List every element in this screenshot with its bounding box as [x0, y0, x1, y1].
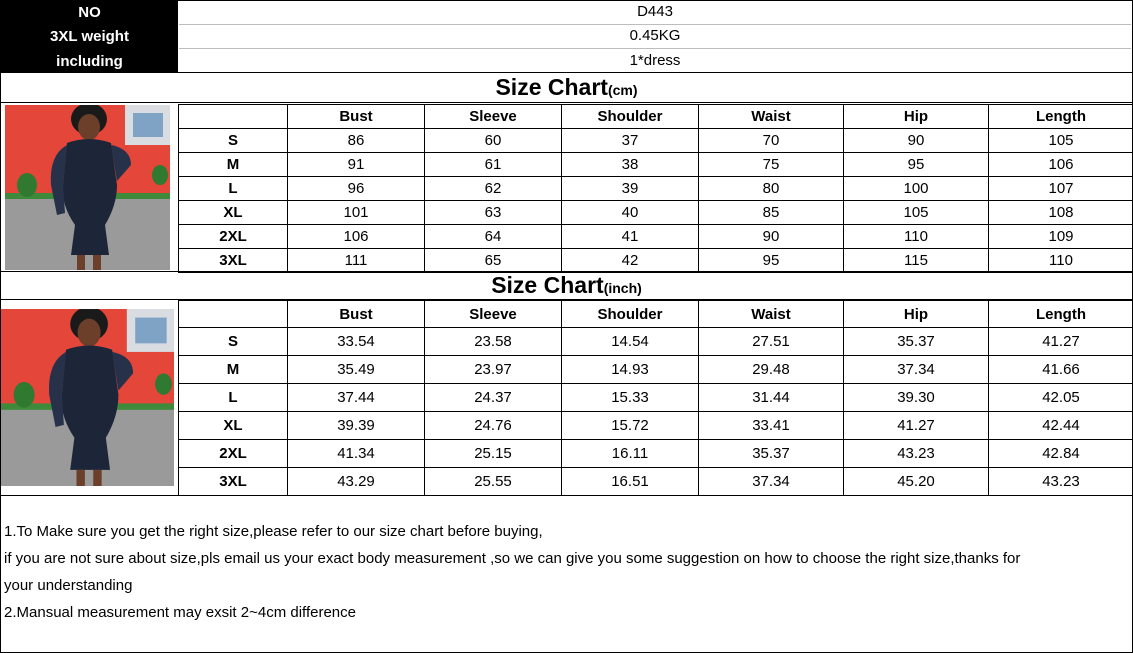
- size-notes: [4, 518, 1124, 626]
- value-cell: 39.30: [844, 384, 989, 412]
- value-cell: 86: [288, 129, 425, 153]
- value-cell: 75: [699, 153, 844, 177]
- header-cell: Hip: [844, 105, 989, 129]
- table-row: [179, 225, 1133, 249]
- header-cell: Sleeve: [425, 301, 562, 328]
- table-row: [179, 384, 1133, 412]
- value-cell: 105: [989, 129, 1133, 153]
- dress-model-photo: [1, 309, 174, 486]
- value-cell: 110: [844, 225, 989, 249]
- value-cell: 43.23: [844, 440, 989, 468]
- size-cell: S: [179, 328, 288, 356]
- value-cell: 25.55: [425, 468, 562, 496]
- table-row: [179, 129, 1133, 153]
- header-label-no: NO: [78, 4, 101, 21]
- inch-chart-title-text: Size Chart: [491, 272, 604, 298]
- header-cell: Bust: [288, 105, 425, 129]
- value-cell: 41.27: [844, 412, 989, 440]
- value-cell: 110: [989, 249, 1133, 273]
- size-cell: 2XL: [179, 440, 288, 468]
- value-cell: 64: [425, 225, 562, 249]
- table-row: [179, 412, 1133, 440]
- size-cell: XL: [179, 412, 288, 440]
- header-cell: Waist: [699, 301, 844, 328]
- value-cell: 41.66: [989, 356, 1133, 384]
- header-value-weight: 0.45KG: [629, 27, 681, 44]
- header-cell: [179, 105, 288, 129]
- size-cell: S: [179, 129, 288, 153]
- cm-chart-title: [0, 74, 1133, 101]
- header-cell: [179, 301, 288, 328]
- table-row: [179, 249, 1133, 273]
- header-cell: Shoulder: [562, 301, 699, 328]
- table-header-row: [179, 105, 1133, 129]
- value-cell: 91: [288, 153, 425, 177]
- value-cell: 70: [699, 129, 844, 153]
- value-cell: 42: [562, 249, 699, 273]
- value-cell: 41.34: [288, 440, 425, 468]
- value-cell: 41.27: [989, 328, 1133, 356]
- value-cell: 111: [288, 249, 425, 273]
- size-cell: M: [179, 153, 288, 177]
- table-row: [179, 440, 1133, 468]
- table-row: [179, 177, 1133, 201]
- note-line: if you are not sure about size,pls email us your exact body measurement ,so we can give you some suggestion on how to choose the right size,thanks for: [4, 550, 1021, 567]
- header-label-including: including: [56, 53, 123, 70]
- value-cell: 62: [425, 177, 562, 201]
- value-cell: 80: [699, 177, 844, 201]
- cm-chart-title-text: Size Chart: [495, 74, 608, 100]
- inch-size-table: [178, 300, 1133, 496]
- value-cell: 25.15: [425, 440, 562, 468]
- value-cell: 16.11: [562, 440, 699, 468]
- value-cell: 39: [562, 177, 699, 201]
- size-cell: 3XL: [179, 249, 288, 273]
- value-cell: 29.48: [699, 356, 844, 384]
- value-cell: 45.20: [844, 468, 989, 496]
- value-cell: 65: [425, 249, 562, 273]
- value-cell: 105: [844, 201, 989, 225]
- header-cell: Shoulder: [562, 105, 699, 129]
- value-cell: 115: [844, 249, 989, 273]
- value-cell: 33.41: [699, 412, 844, 440]
- value-cell: 42.84: [989, 440, 1133, 468]
- dress-model-photo-icon: [5, 105, 170, 270]
- value-cell: 96: [288, 177, 425, 201]
- note-line: 2.Mansual measurement may exsit 2~4cm difference: [4, 604, 356, 621]
- size-cell: M: [179, 356, 288, 384]
- note-line: your understanding: [4, 577, 133, 594]
- value-cell: 24.76: [425, 412, 562, 440]
- divider: [0, 495, 178, 496]
- value-cell: 42.05: [989, 384, 1133, 412]
- value-cell: 39.39: [288, 412, 425, 440]
- table-row: [179, 328, 1133, 356]
- value-cell: 35.37: [699, 440, 844, 468]
- cm-size-table: [178, 104, 1133, 273]
- size-cell: L: [179, 177, 288, 201]
- size-cell: 3XL: [179, 468, 288, 496]
- value-cell: 95: [699, 249, 844, 273]
- value-cell: 37.44: [288, 384, 425, 412]
- value-cell: 37.34: [844, 356, 989, 384]
- value-cell: 43.23: [989, 468, 1133, 496]
- value-cell: 16.51: [562, 468, 699, 496]
- table-row: [179, 356, 1133, 384]
- dress-model-photo: [5, 105, 170, 270]
- value-cell: 31.44: [699, 384, 844, 412]
- inch-chart-unit: (inch): [603, 280, 642, 296]
- value-cell: 23.97: [425, 356, 562, 384]
- size-cell: 2XL: [179, 225, 288, 249]
- value-cell: 42.44: [989, 412, 1133, 440]
- header-cell: Length: [989, 105, 1133, 129]
- size-cell: L: [179, 384, 288, 412]
- value-cell: 15.72: [562, 412, 699, 440]
- table-header-row: [179, 301, 1133, 328]
- value-cell: 37.34: [699, 468, 844, 496]
- value-cell: 63: [425, 201, 562, 225]
- value-cell: 35.37: [844, 328, 989, 356]
- value-cell: 33.54: [288, 328, 425, 356]
- value-cell: 24.37: [425, 384, 562, 412]
- dress-model-photo-icon: [1, 309, 174, 486]
- value-cell: 90: [844, 129, 989, 153]
- value-cell: 38: [562, 153, 699, 177]
- header-cell: Hip: [844, 301, 989, 328]
- value-cell: 23.58: [425, 328, 562, 356]
- divider: [179, 48, 1131, 49]
- value-cell: 107: [989, 177, 1133, 201]
- value-cell: 40: [562, 201, 699, 225]
- note-line: 1.To Make sure you get the right size,please refer to our size chart before buying,: [4, 523, 543, 540]
- divider: [179, 24, 1131, 25]
- value-cell: 41: [562, 225, 699, 249]
- table-row: [179, 153, 1133, 177]
- divider: [0, 72, 1133, 73]
- value-cell: 90: [699, 225, 844, 249]
- value-cell: 60: [425, 129, 562, 153]
- value-cell: 27.51: [699, 328, 844, 356]
- size-cell: XL: [179, 201, 288, 225]
- value-cell: 100: [844, 177, 989, 201]
- value-cell: 37: [562, 129, 699, 153]
- value-cell: 95: [844, 153, 989, 177]
- value-cell: 43.29: [288, 468, 425, 496]
- table-row: [179, 201, 1133, 225]
- value-cell: 101: [288, 201, 425, 225]
- value-cell: 109: [989, 225, 1133, 249]
- value-cell: 61: [425, 153, 562, 177]
- value-cell: 14.54: [562, 328, 699, 356]
- header-cell: Length: [989, 301, 1133, 328]
- value-cell: 14.93: [562, 356, 699, 384]
- header-value-model: D443: [637, 3, 673, 20]
- divider: [0, 102, 1133, 103]
- value-cell: 106: [288, 225, 425, 249]
- header-value-including: 1*dress: [629, 52, 681, 69]
- value-cell: 35.49: [288, 356, 425, 384]
- header-cell: Sleeve: [425, 105, 562, 129]
- header-label-block: [1, 1, 178, 72]
- value-cell: 108: [989, 201, 1133, 225]
- value-cell: 106: [989, 153, 1133, 177]
- header-cell: Bust: [288, 301, 425, 328]
- value-cell: 85: [699, 201, 844, 225]
- table-row: [179, 468, 1133, 496]
- header-cell: Waist: [699, 105, 844, 129]
- header-label-weight: 3XL weight: [50, 28, 129, 45]
- value-cell: 15.33: [562, 384, 699, 412]
- cm-chart-unit: (cm): [607, 82, 638, 98]
- inch-chart-title: [0, 272, 1133, 299]
